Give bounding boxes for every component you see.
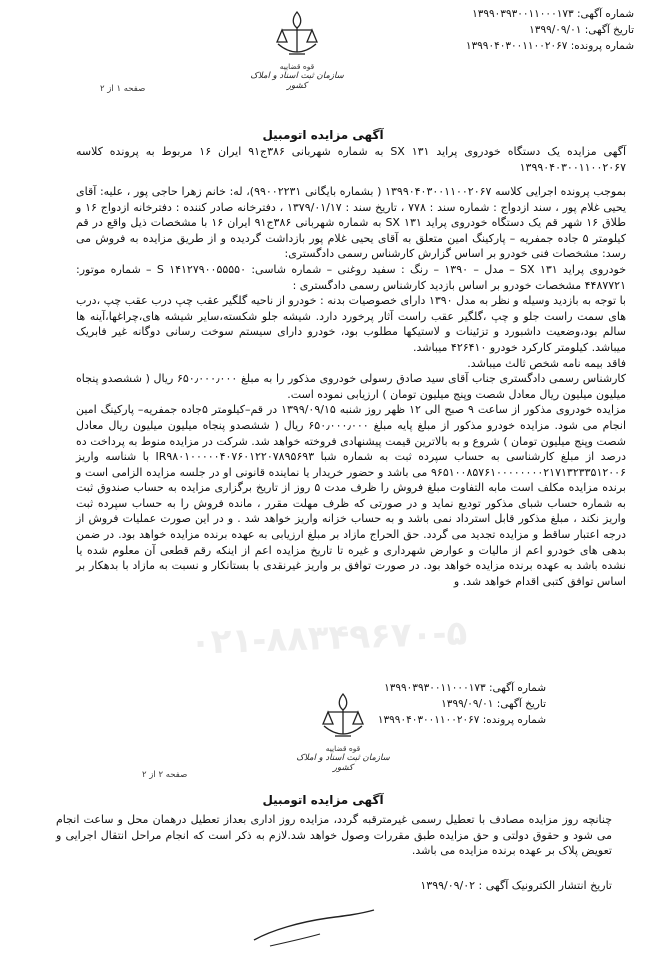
page1-subtitle: آگهی مزایده یک دستگاه خودروی پراید ۱۳۱ SX به شماره شهربانی ۳۸۶ج۹۱ ایران ۱۶ مربوط به پرونده کلاسه ۱۳۹۹۰۴۰۳۰۰۱۱۰۰۲۰۶۷: [76, 145, 626, 174]
page2-emblem: [288, 690, 398, 773]
announcement-date: تاریخ آگهی: ۱۳۹۹/۰۹/۰۱: [529, 24, 634, 36]
page1-emblem: [242, 8, 352, 91]
paragraph: چنانچه روز مزایده مصادف با تعطیل رسمی غیرمترقبه گردد، مزایده روز اداری بعداز تعطیل درهمان محل و ساعت انجام می شود و حقوق دولتی و حق مزایده طبق مقررات وصول خواهد شد.لازم به ذکر است که انجام مراحل انتقال اجرایی و تعویض پلاک بر عهده برنده مزایده می باشد.: [56, 813, 612, 858]
announcement-number: شماره آگهی: ۱۳۹۹۰۳۹۳۰۰۱۱۰۰۰۱۷۳: [472, 8, 634, 20]
page1-body: [76, 184, 626, 589]
page1-meta: [414, 6, 634, 54]
paragraph: با توجه به بازدید وسیله و نظر به مدل ۱۳۹۰ دارای خصوصیات بدنه : خودرو از ناحیه گلگیر عقب چپ درب عقب چپ ،درب های سمت راست جلو و چپ ،گلگیر عقب راست آثار پرخورد دارد. شیشه جلو شکسته،سایر شیشه های،چراغها،آینه ها سالم بود،وضعیت داشبورد و تزئینات و لاستیکها مطلوب بود، خودرو دارای سیستم سوخت رسانی دوگانه غیر فابریک میباشد. کیلومتر کارکرد خودرو ۴۲۶۴۱۰ میباشد.: [76, 294, 626, 354]
publish-date: تاریخ انتشار الکترونیک آگهی : ۱۳۹۹/۰۹/۰۲: [420, 879, 612, 892]
judiciary-emblem-icon: [320, 690, 366, 742]
paragraph: خودروی پراید ۱۳۱ SX – مدل – ۱۳۹۰ – رنگ : سفید روغنی – شماره شاسی: ۱۴۱۲۷۹۰۰۵۵۵۵۰ S – شماره موتور: ۴۴۸۷۷۲۱ مشخصات خودرو بر اساس بازدید کارشناس رسمی دادگستری :: [76, 262, 626, 292]
judiciary-emblem-icon: [274, 8, 320, 60]
announcement-date: تاریخ آگهی: ۱۳۹۹/۰۹/۰۱: [441, 698, 546, 710]
announcement-number: شماره آگهی: ۱۳۹۹۰۳۹۳۰۰۱۱۰۰۰۱۷۳: [384, 682, 546, 694]
paragraph: فاقد بیمه نامه شخص ثالث میباشد.: [467, 356, 626, 370]
paragraph: مزایده خودروی مذکور از ساعت ۹ صبح الی ۱۲ ظهر روز شنبه ۱۳۹۹/۰۹/۱۵ در قم–کیلومتر ۵جاده جمفریه– پارکینگ امین انجام می شود. مزایده خودرو مذکور از مبلغ پایه مبلغ ۶۵۰٫۰۰۰٫۰۰۰ ریال ( ششصدو پنجاه میلیون میلیون ریال معادل شصت وپنج میلیون تومان ) شروع و به بالاترین قیمت پیشنهادی فروخته خواهد شد. شرکت در مزایده منوط به پرداخت ده درصد از مبلغ کارشناسی به حساب سپرده ثبت به شماره شبا IR۹۸۰۱۰۰۰۰۰۴۰۷۶۰۱۲۲۰۷۸۹۵۶۹۳ با شناسه واریز ۹۶۵۱۰۰۸۵۷۶۱۰۰۰۰۰۰۰۰۲۱۷۱۳۲۳۳۵۱۲۰۰۶ می باشد و حضور خریدار یا نماینده قانونی او در جلسه مزایده الزامی است و برنده مزایده مکلف است مابه التفاوت مبلغ فروش را ظرف مدت ۵ روز از تاریخ برگزاری مزایده به حساب صندوق ثبت به شماره حساب شبای مذکور تودیع نماید و در صورتی که ظرف مهلت مقرر ، مانده فروش را به حساب سپرده ثبت واریز نکند ، مبلغ مذکور قابل استرداد نمی باشد و به حساب خزانه واریز خواهد شد . و در این صورت عملیات فروش از درجه اعتبار ساقط و مزایده تجدید می گردد. حق الحراج مازاد بر مبلغ ارزیابی به عهده برنده مزایده خواهد بود. در ضمن بدهی های خودرو اعم از مالیات و عوارض شهرداری و غیره تا تاریخ مزایده اعم از اینکه رقم قطعی آن معلوم شده یا نشده باشد به عهده برنده مزایده خواهد بود. در صورت توافق بر واریز غیرنقدی با بستانکار و نسبت به مازاد با بدهکار بر اساس توافق کتبی اقدام خواهد شد. و: [76, 403, 627, 588]
case-number: شماره پرونده: ۱۳۹۹۰۴۰۳۰۰۱۱۰۰۲۰۶۷: [465, 40, 634, 52]
emblem-org: سازمان ثبت اسناد و املاک کشور: [296, 753, 390, 773]
page2-page-number: صفحه ۲ از ۲: [142, 770, 188, 780]
page1-title: آگهی مزایده اتومبیل: [262, 128, 384, 142]
page2-body: [56, 812, 612, 859]
case-number: شماره پرونده: ۱۳۹۹۰۴۰۳۰۰۱۱۰۰۲۰۶۷: [377, 714, 546, 726]
paragraph: کارشناس رسمی دادگستری جناب آقای سید صادق رسولی خودروی مذکور را به مبلغ ۶۵۰٫۰۰۰٫۰۰۰ ریال ( ششصدو پنجاه میلیون میلیون ریال معادل شصت وپنج میلیون تومان ) ارزیابی نموده است.: [76, 372, 626, 401]
signature-icon: [240, 900, 390, 956]
paragraph: بموجب پرونده اجرایی کلاسه ۱۳۹۹۰۴۰۳۰۰۱۱۰۰۲۰۶۷ ( بشماره بایگانی ۹۹۰۰۲۲۳۱)، له: خانم زهرا حاجی پور ، علیه: آقای یحیی غلام پور ، سند ازدواج : شماره سند : ۷۷۸ ، تاریخ سند : ۱۳۷۹/۰۱/۱۷ ، دفترخانه صادر کننده : دفترخانه ازدواج ۱۶ و طلاق ۱۶ شهر قم یک دستگاه خودروی پراید ۱۳۱ SX به شماره شهربانی ۳۸۶ج۹۱ ایران ۱۶ با مشخصات ذیل واقع در قم کیلومتر ۵ جاده جمفریه – پارکینگ امین متعلق به آقای یحیی غلام پور بازداشت گردیده و از طریق مزایده به فروش می رسد: مشخصات فنی خودرو بر اساس گزارش کارشناس رسمی دادگستری:: [76, 185, 627, 261]
emblem-org: سازمان ثبت اسناد و املاک کشور: [250, 71, 344, 91]
phone-watermark: ۰۲۱-۸۸۳۴۹۶۷۰-۵: [189, 613, 468, 663]
page2-title: آگهی مزایده اتومبیل: [262, 793, 384, 807]
emblem-tag: قوه قضاییه: [325, 744, 361, 753]
page1-page-number: صفحه ۱ از ۲: [100, 84, 146, 94]
emblem-tag: قوه قضاییه: [279, 62, 315, 71]
